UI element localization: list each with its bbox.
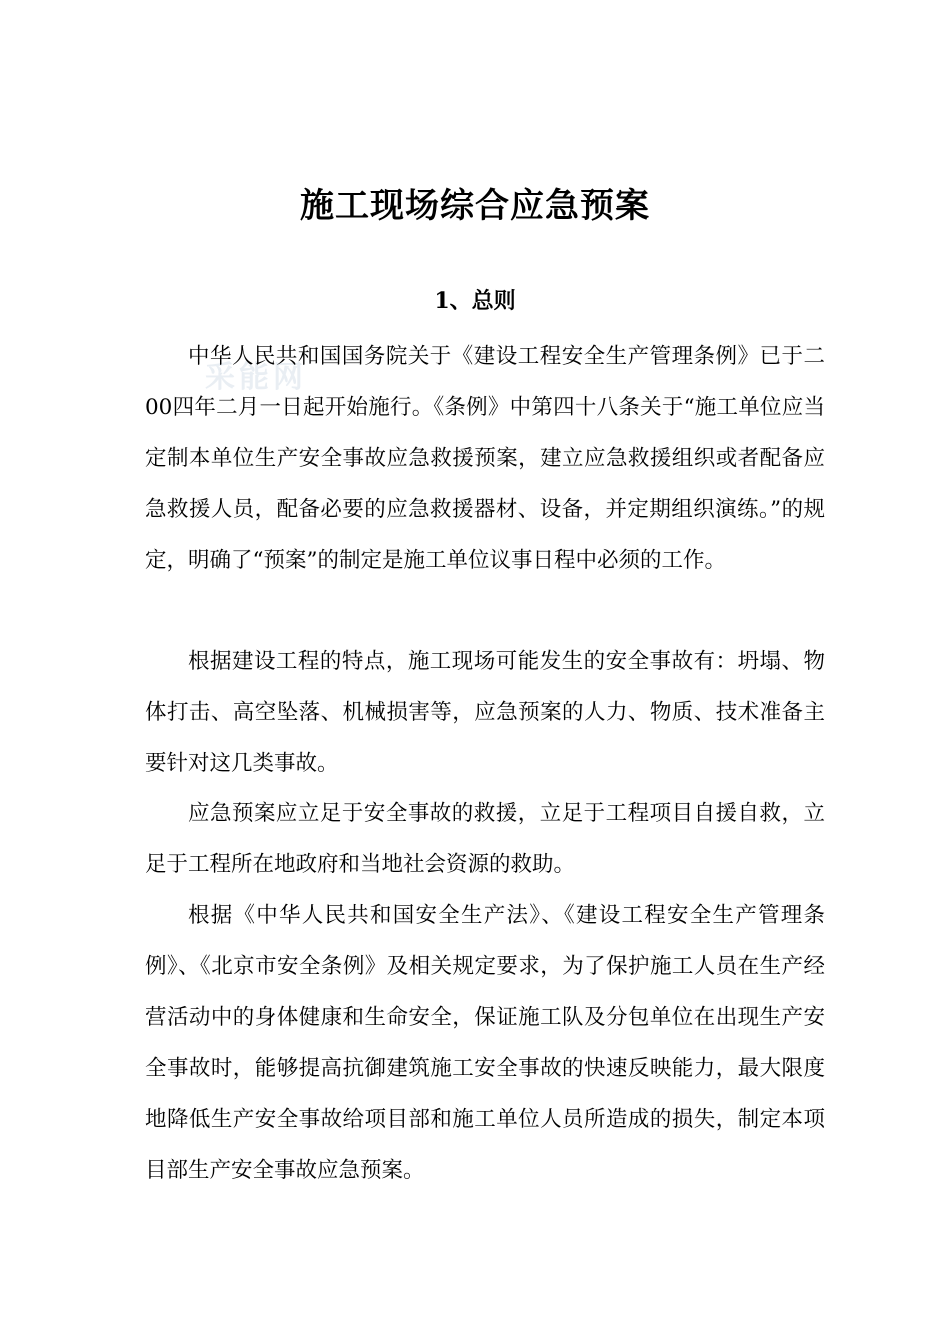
paragraph-3: 应急预案应立足于安全事故的救援，立足于工程项目自援自救，立足于工程所在地政府和当地社会资源的救助。: [145, 801, 825, 877]
watermark: 采能网: [205, 360, 307, 395]
section-heading: 1、总则: [434, 288, 516, 314]
paragraph-1: 中华人民共和国国务院关于《建设工程安全生产管理条例》已于二00四年二月一日起开始施行。《条例》中第四十八条关于“施工单位应当定制本单位生产安全事故应急救援预案，建立应急救援组织或者配备应急救援人员，配备必要的应急救援器材、设备，并定期组织演练。”的规定，明确了“预案”的制定是施工单位议事日程中必须的工作。: [145, 344, 825, 573]
paragraph-4: 根据《中华人民共和国安全生产法》、《建设工程安全生产管理条例》、《北京市安全条例》及相关规定要求，为了保护施工人员在生产经营活动中的身体健康和生命安全，保证施工队及分包单位在出现生产安全事故时，能够提高抗御建筑施工安全事故的快速反映能力，最大限度地降低生产安全事故给项目部和施工单位人员所造成的损失，制定本项目部生产安全事故应急预案。: [145, 903, 825, 1183]
paragraph-2: 根据建设工程的特点，施工现场可能发生的安全事故有：坍塌、物体打击、高空坠落、机械损害等，应急预案的人力、物质、技术准备主要针对这几类事故。: [145, 649, 825, 776]
document-title: 施工现场综合应急预案: [300, 186, 650, 226]
